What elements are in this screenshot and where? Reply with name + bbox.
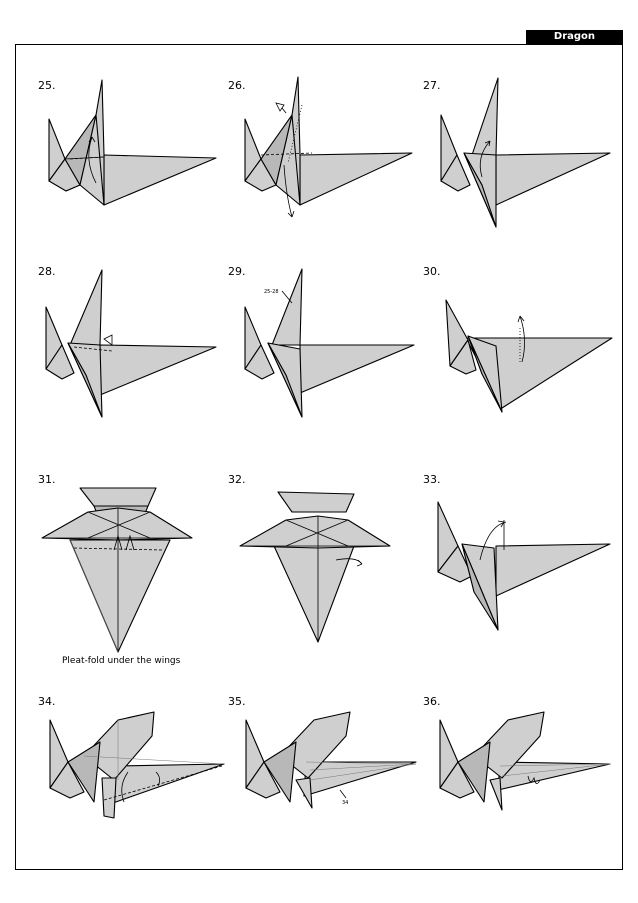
step-number-33: 33. <box>423 473 441 486</box>
diagram-step-34 <box>44 706 229 826</box>
diagram-step-26 <box>236 75 421 225</box>
step31-caption: Pleat-fold under the wings <box>62 656 181 666</box>
diagram-step-25 <box>40 75 225 215</box>
step-number-25: 25. <box>38 79 56 92</box>
diagram-step-32 <box>238 490 398 650</box>
step-number-32: 32. <box>228 473 246 486</box>
diagram-step-27 <box>432 75 617 230</box>
step-number-29: 29. <box>228 265 246 278</box>
diagram-step-33 <box>432 496 617 636</box>
step-number-36: 36. <box>423 695 441 708</box>
step-number-30: 30. <box>423 265 441 278</box>
diagram-step-28 <box>40 265 225 425</box>
step-number-34: 34. <box>38 695 56 708</box>
step-number-35: 35. <box>228 695 246 708</box>
diagram-step-35 <box>240 706 425 826</box>
diagram-step-31 <box>40 484 200 656</box>
diagram-step-30 <box>436 290 621 420</box>
step29-reference: 25-28 <box>264 289 279 295</box>
step-number-31: 31. <box>38 473 56 486</box>
page-title: Dragon <box>526 30 623 44</box>
step35-reference: 34 <box>342 800 349 806</box>
diagram-step-29 <box>236 265 421 425</box>
step-number-27: 27. <box>423 79 441 92</box>
step-number-26: 26. <box>228 79 246 92</box>
step-number-28: 28. <box>38 265 56 278</box>
diagram-step-36 <box>434 706 619 826</box>
